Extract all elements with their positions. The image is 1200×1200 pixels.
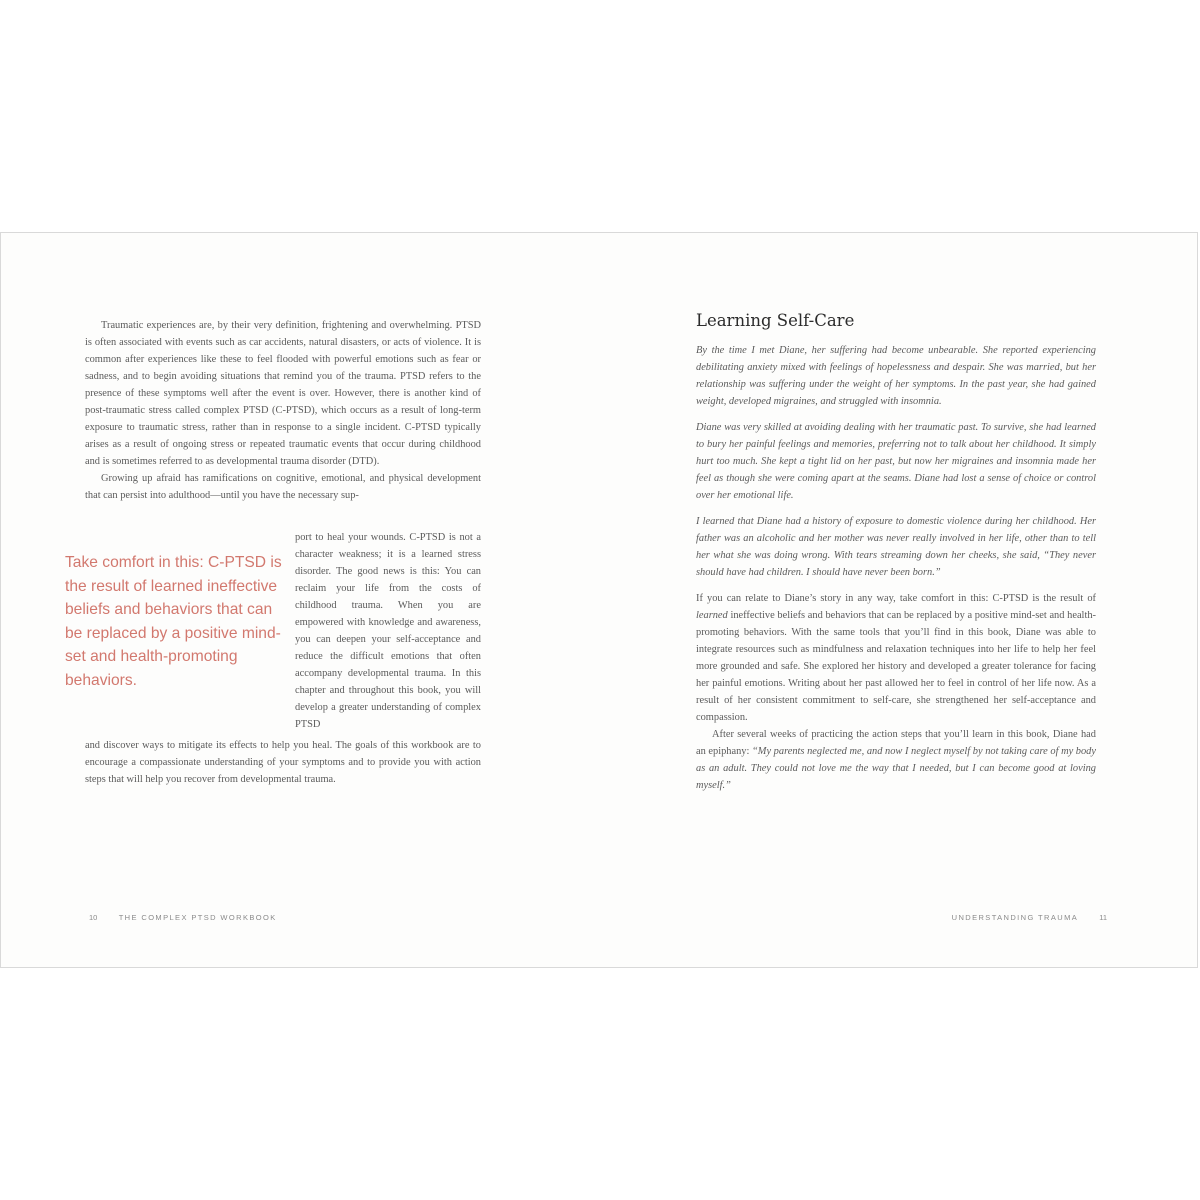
paragraph: port to heal your wounds. C-PTSD is not a character weakness; it is a learned stress disorder. The good news is this: You can reclaim your life from the costs of childhood trauma. When you are empowered with knowledge and awareness, you can deepen your self-acceptance and reduce the difficult emotions that often accompany developmental trauma. In this chapter and throughout this book, you will develop a greater understanding of complex PTSD xyxy=(295,532,481,730)
right-page xyxy=(600,233,1199,967)
left-body-top xyxy=(85,317,481,504)
quote: “My parents neglected me, and now I neglect myself by not taking care of my body as an adult. They could not love me the way that I needed, but I can become good at loving myself.” xyxy=(696,746,1096,791)
emphasis: learned xyxy=(696,610,728,621)
left-body-wrap xyxy=(295,529,481,733)
right-footer xyxy=(952,913,1107,922)
text-run: ineffective beliefs and behaviors that can be replaced by a positive mind-set and health-promoting behaviors. With the same tools that you’ll find in this book, Diane was able to integrate resources such as mindfulness and relaxation techniques into her life to help her feel more grounded and safe. She explored her history and developed a greater tolerance for facing her painful emotions. Writing about her past allowed her to feel in control of her life now. As a result of her consistent commitment to self-care, she strengthened her self-acceptance and compassion. xyxy=(696,610,1096,723)
text-run: After several weeks of practicing the action steps that you’ll learn in this book, Diane had an epiphany: xyxy=(696,729,1096,757)
paragraph: Growing up afraid has ramifications on cognitive, emotional, and physical development that can persist into adulthood—until you have the necessary sup- xyxy=(85,473,481,501)
paragraph: I learned that Diane had a history of exposure to domestic violence during her childhood. Her father was an alcoholic and her mother was never really involved in her life, other than to tell her what she was doing wrong. With tears streaming down her cheeks, she said, “They never should have had children. I should have never been born.” xyxy=(696,516,1096,578)
text-run: If you can relate to Diane’s story in any way, take comfort in this: C-PTSD is the result of xyxy=(696,593,1096,604)
paragraph: and discover ways to mitigate its effects to help you heal. The goals of this workbook are to encourage a compassionate understanding of your symptoms and to provide you with action steps that will help you recover from developmental trauma. xyxy=(85,740,481,785)
paragraph xyxy=(696,726,1096,794)
page-number: 10 xyxy=(89,913,98,922)
right-column xyxy=(696,311,1096,794)
running-title: THE COMPLEX PTSD WORKBOOK xyxy=(118,913,277,922)
left-page xyxy=(1,233,600,967)
section-heading: Learning Self-Care xyxy=(696,311,855,330)
case-study xyxy=(696,342,1096,581)
paragraph: Traumatic experiences are, by their very definition, frightening and overwhelming. PTSD is often associated with events such as car accidents, natural disasters, or acts of violence. It is common after experiences like these to feel flooded with powerful emotions such as fear or sadness, and to begin avoiding situations that remind you of the trauma. PTSD refers to the presence of these symptoms well after the event is over. However, there is another kind of post-traumatic stress called complex PTSD (C-PTSD), which occurs as a result of long-term exposure to traumatic stress, rather than in response to a single incident. C-PTSD typically arises as a result of ongoing stress or repeated traumatic events that occur during childhood and is sometimes referred to as developmental trauma disorder (DTD). xyxy=(85,320,481,467)
left-footer xyxy=(89,913,277,922)
page-number: 11 xyxy=(1099,913,1107,922)
paragraph: Diane was very skilled at avoiding dealing with her traumatic past. To survive, she had learned to bury her painful feelings and memories, preferring not to talk about her childhood. It simply hurt too much. She kept a tight lid on her past, but now her migraines and insomnia made her feel as though she were coming apart at the seams. Diane had lost a sense of choice or control over her emotional life. xyxy=(696,422,1096,501)
book-spread xyxy=(0,232,1198,968)
left-body-bottom xyxy=(85,737,481,788)
paragraph: By the time I met Diane, her suffering had become unbearable. She reported experiencing debilitating anxiety mixed with feelings of hopelessness and despair. She was married, but her relationship was suffering under the weight of her symptoms. In the past year, she had gained weight, developed migraines, and struggled with insomnia. xyxy=(696,345,1096,407)
pull-quote: Take comfort in this: C-PTSD is the result of learned ineffective beliefs and behaviors that can be replaced by a positive mind-set and health-promoting behaviors. xyxy=(65,554,282,689)
right-body xyxy=(696,590,1096,794)
running-title: UNDERSTANDING TRAUMA xyxy=(951,913,1078,922)
paragraph xyxy=(696,590,1096,726)
